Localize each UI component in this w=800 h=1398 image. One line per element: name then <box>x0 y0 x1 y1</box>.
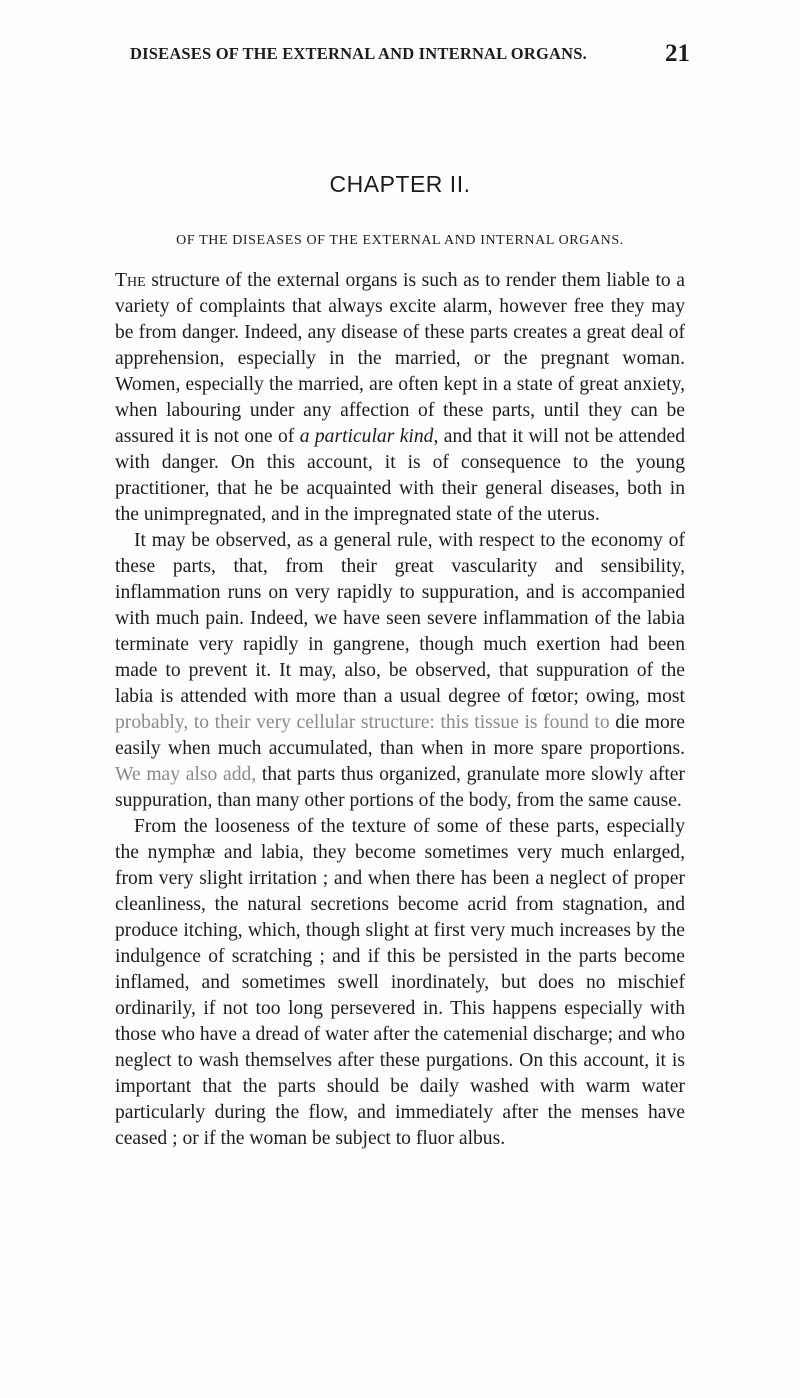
paragraph-2-text-b: die more easily when much accumulated, than when in more spare proportions. <box>115 712 685 759</box>
paragraph-3-text: From the looseness of the texture of some of these parts, especially the nymphæ and labia, they become sometimes very much enlarged, from very slight irritation ; and when there has been a neglect of proper cleanliness, the natural secretions become acrid from stagnation, and produce itching, which, though slight at first very much increases by the indulgence of scratching ; and if this be persisted in the parts become inflamed, and sometimes swell inordinately, but does no mischief ordinarily, if not too long persevered in. This happens especially with those who have a dread of water after the catemenial discharge; and who neglect to wash themselves after these purgations. On this account, it is important that the parts should be daily washed with warm water particularly during the flow, and immediately after the menses have ceased ; or if the woman be subject to fluor albus. <box>115 816 685 1149</box>
running-head <box>130 40 690 70</box>
running-title: DISEASES OF THE EXTERNAL AND INTERNAL ORGANS. <box>130 44 587 63</box>
paragraph-2-obscured-a: probably, to their very cellular structure: this tissue is found to <box>115 712 610 733</box>
paragraph-2-obscured-b: We may also add, <box>115 764 257 785</box>
paragraph-1-text-a: structure of the external organs is such as to render them liable to a variety of complaints that always excite alarm, however free they may be from danger. Indeed, any disease of these parts creates a great deal of apprehension, especially in the married, or the pregnant woman. Women, especially the married, are often kept in a state of great anxiety, when labouring under any affection of these parts, until they can be assured it is not one of <box>115 270 685 447</box>
page-number: 21 <box>665 40 690 67</box>
paragraph-1-lead: The <box>115 270 146 291</box>
paragraph-2-text-a: It may be observed, as a general rule, with respect to the economy of these parts, that, from their great vascularity and sensibility, inflammation runs on very rapidly to suppuration, and is accompanied with much pain. Indeed, we have seen severe inflammation of the labia terminate very rapidly in gangrene, though much exertion had been made to prevent it. It may, also, be observed, that suppuration of the labia is attended with more than a usual degree of fœtor; owing, most <box>115 530 685 707</box>
paragraph-2 <box>115 528 685 814</box>
paragraph-2-text-c: that parts thus organized, granulate more slowly after suppuration, than many other portions of the body, from the same cause. <box>115 764 685 811</box>
chapter-subtitle: OF THE DISEASES OF THE EXTERNAL AND INTERNAL ORGANS. <box>176 233 624 248</box>
chapter-title: CHAPTER II. <box>329 171 471 197</box>
paragraph-3 <box>115 814 685 1152</box>
paragraph-1-text-b: , and that it will not be attended with danger. On this account, it is of consequence to the young practitioner, that he be acquainted with their general diseases, both in the unimpregnated, and in the impregnated state of the uterus. <box>115 426 686 525</box>
paragraph-1 <box>115 268 685 528</box>
paragraph-1-emphasis: a particular kind <box>299 426 434 447</box>
body-text <box>115 268 685 1152</box>
